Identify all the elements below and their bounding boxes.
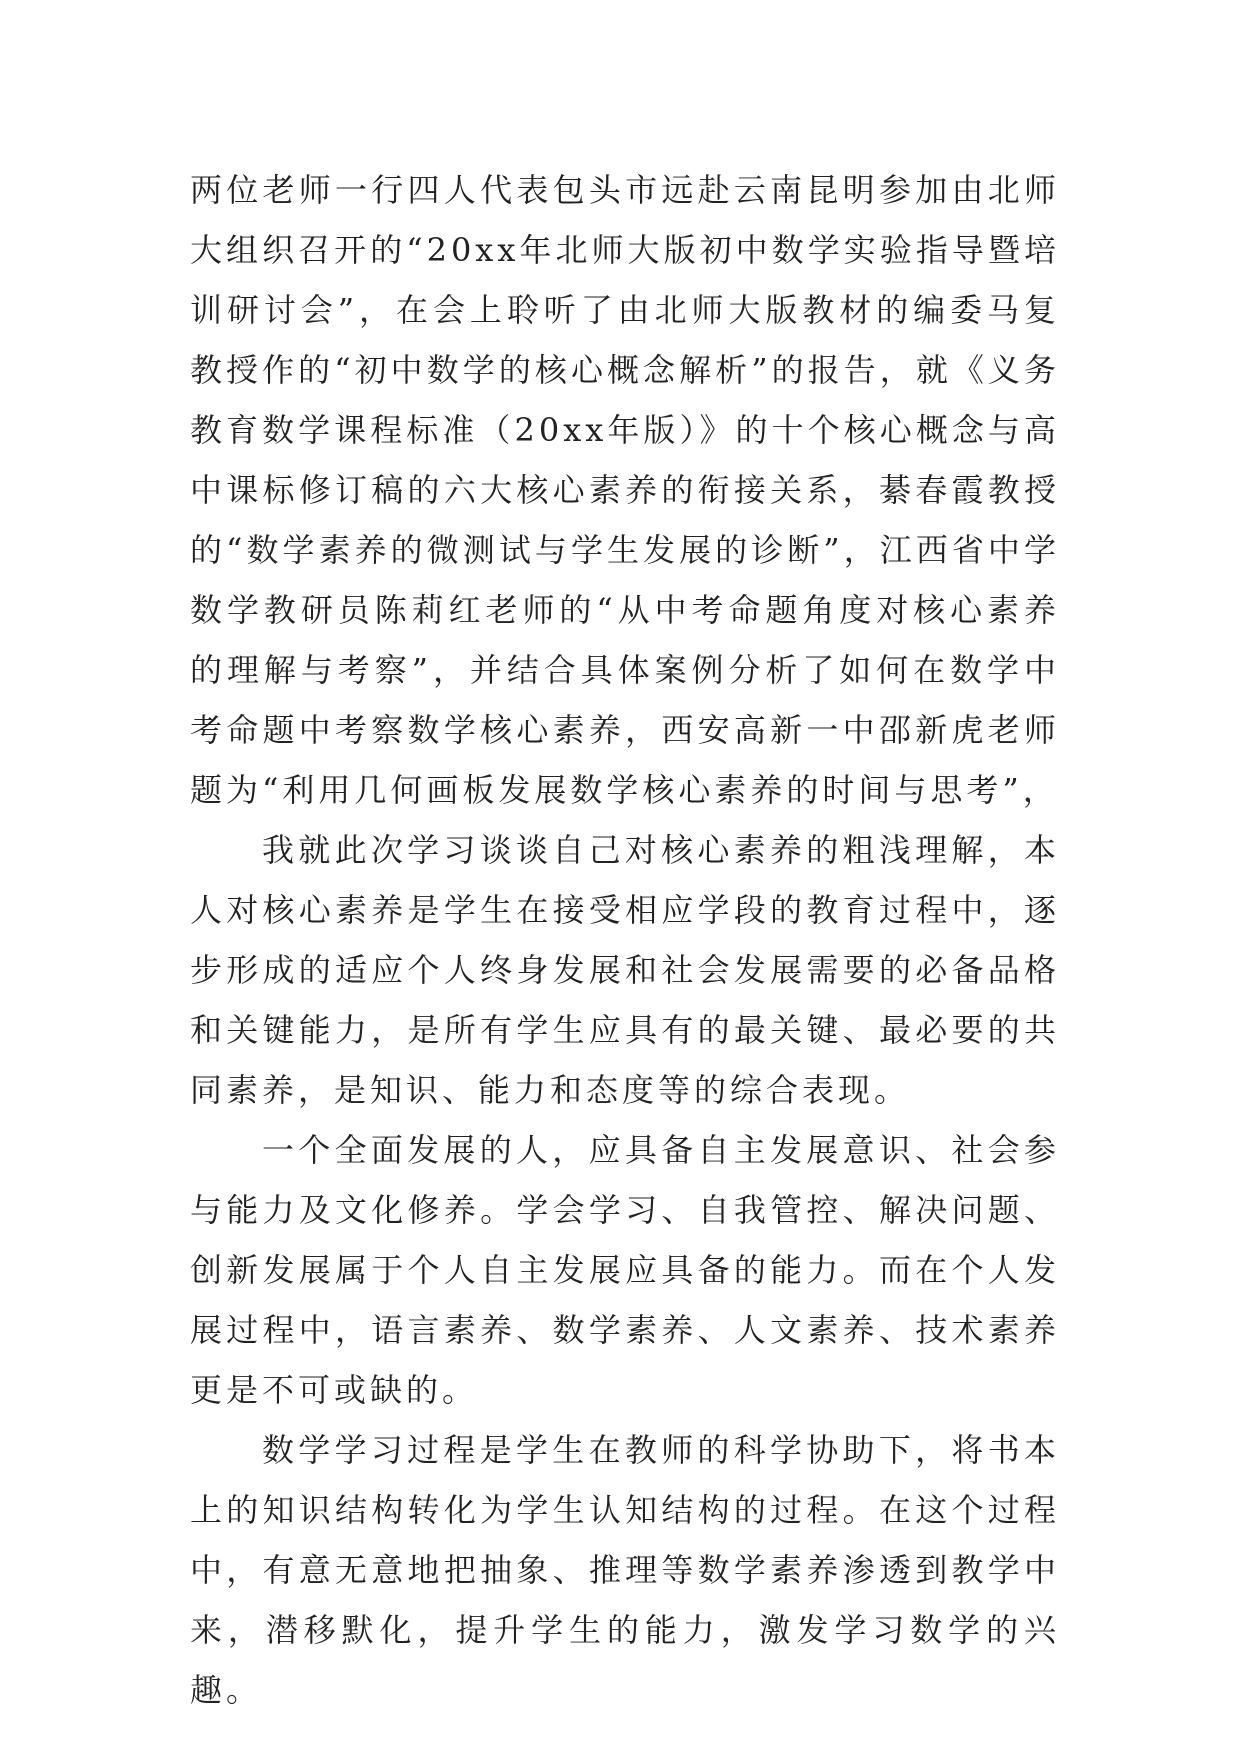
paragraph-4: 数学学习过程是学生在教师的科学协助下，将书本上的知识结构转化为学生认知结构的过程。在这个过程中，有意无意地把抽象、推理等数学素养渗透到教学中来，潜移默化，提升学生的能力，激发学习数学的兴趣。 — [190, 1431, 1060, 1709]
paragraph-2: 我就此次学习谈谈自己对核心素养的粗浅理解，本人对核心素养是学生在接受相应学段的教育过程中，逐步形成的适应个人终身发展和社会发展需要的必备品格和关键能力，是所有学生应具有的最关键、最必要的共同素养，是知识、能力和态度等的综合表现。 — [190, 831, 1060, 1109]
paragraph-3: 一个全面发展的人，应具备自主发展意识、社会参与能力及文化修养。学会学习、自我管控、解决问题、创新发展属于个人自主发展应具备的能力。而在个人发展过程中，语言素养、数学素养、人文素养、技术素养更是不可或缺的。 — [190, 1131, 1060, 1409]
document-body — [190, 160, 1060, 1720]
paragraph-1: 两位老师一行四人代表包头市远赴云南昆明参加由北师大组织召开的“20xx年北师大版初中数学实验指导暨培训研讨会”，在会上聆听了由北师大版教材的编委马复教授作的“初中数学的核心概念解析”的报告，就《义务教育数学课程标准（20xx年版）》的十个核心概念与高中课标修订稿的六大核心素养的衔接关系，綦春霞教授 的“数学素养的微测试与学生发展的诊断”，江西省中学数学教研员陈莉红老师的“从中考命题角度对核心素养的理解与考察”，并结合具体案例分析了如何在数学中考命题中考察数学核心素养，西安高新一中邵新虎老师题为“利用几何画板发展数学核心素养的时间与思考”， — [190, 171, 1060, 809]
